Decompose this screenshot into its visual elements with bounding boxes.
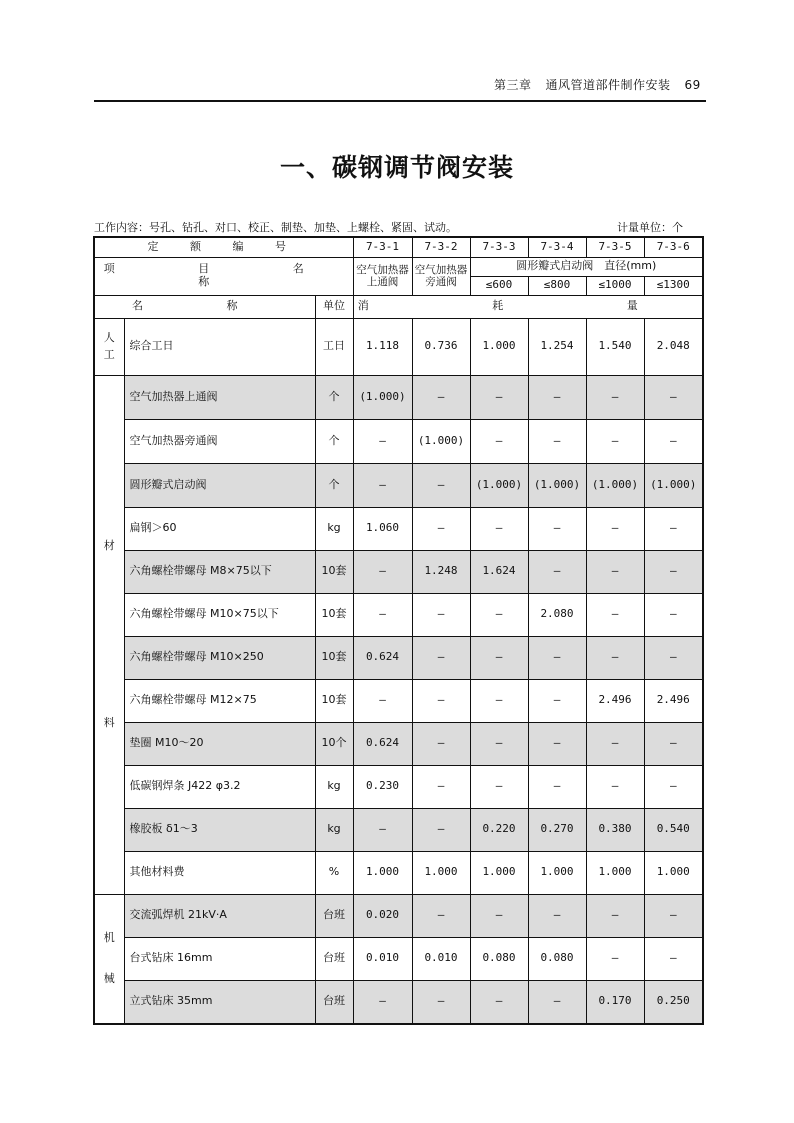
value-cell: —: [644, 636, 703, 679]
value-cell: 0.250: [644, 980, 703, 1024]
item-unit: 个: [315, 419, 353, 463]
item-name: 交流弧焊机 21kV·A: [124, 894, 315, 937]
item-name: 低碳钢焊条 J422 φ3.2: [124, 765, 315, 808]
value-cell: —: [586, 636, 644, 679]
work-content-note: 工作内容：号孔、钻孔、对口、校正、制垫、加垫、上螺栓、紧固、试动。: [94, 221, 457, 234]
table-row: [94, 419, 703, 463]
value-cell: —: [528, 679, 586, 722]
value-cell: 1.000: [528, 851, 586, 894]
value-cell: —: [412, 507, 470, 550]
value-cell: 2.048: [644, 318, 703, 375]
value-cell: (1.000): [644, 463, 703, 507]
table-row: [94, 851, 703, 894]
value-cell: —: [528, 550, 586, 593]
table-row: [94, 507, 703, 550]
category-char: 料: [103, 715, 115, 729]
value-cell: 1.000: [470, 318, 528, 375]
value-cell: (1.000): [470, 463, 528, 507]
code-cell: 7-3-5: [586, 237, 644, 257]
value-cell: 1.000: [586, 851, 644, 894]
section-label: 通风管道部件制作安装: [545, 78, 671, 92]
item-unit: 台班: [315, 937, 353, 980]
item-unit: 10个: [315, 722, 353, 765]
value-cell: —: [470, 636, 528, 679]
col2-name: 空气加热器旁通阀: [412, 257, 470, 295]
col1-name: 空气加热器上通阀: [353, 257, 412, 295]
item-unit: kg: [315, 808, 353, 851]
value-cell: 1.060: [353, 507, 412, 550]
running-header: [494, 76, 701, 93]
category-labor: [94, 318, 124, 375]
item-name: 综合工日: [124, 318, 315, 375]
code-cell: 7-3-1: [353, 237, 412, 257]
value-cell: 2.496: [586, 679, 644, 722]
consumption-label: 消 耗 量: [353, 295, 703, 318]
value-cell: —: [528, 507, 586, 550]
value-cell: 0.624: [353, 722, 412, 765]
value-cell: 1.000: [644, 851, 703, 894]
value-cell: 1.000: [353, 851, 412, 894]
value-cell: —: [353, 679, 412, 722]
unit-label: 单位: [315, 295, 353, 318]
value-cell: —: [644, 722, 703, 765]
value-cell: —: [470, 722, 528, 765]
category-char: 机: [103, 930, 115, 944]
value-cell: —: [412, 894, 470, 937]
value-cell: 0.080: [528, 937, 586, 980]
column-header-row: [94, 295, 703, 318]
table-row: [94, 980, 703, 1024]
name-label: 名 称: [94, 295, 315, 318]
value-cell: 0.170: [586, 980, 644, 1024]
code-cell: 7-3-4: [528, 237, 586, 257]
value-cell: 0.270: [528, 808, 586, 851]
value-cell: —: [644, 375, 703, 419]
value-cell: —: [470, 375, 528, 419]
value-cell: —: [586, 593, 644, 636]
item-unit: 10套: [315, 679, 353, 722]
item-name: 其他材料费: [124, 851, 315, 894]
value-cell: 0.736: [412, 318, 470, 375]
item-name: 立式钻床 35mm: [124, 980, 315, 1024]
item-unit: 台班: [315, 980, 353, 1024]
value-cell: —: [586, 722, 644, 765]
table-row: [94, 375, 703, 419]
item-unit: 10套: [315, 636, 353, 679]
value-cell: —: [353, 980, 412, 1024]
value-cell: 1.624: [470, 550, 528, 593]
value-cell: —: [528, 894, 586, 937]
value-cell: 1.000: [412, 851, 470, 894]
item-name: 六角螺栓带螺母 M10×75以下: [124, 593, 315, 636]
value-cell: 0.020: [353, 894, 412, 937]
item-unit: 个: [315, 463, 353, 507]
table-row: [94, 463, 703, 507]
value-cell: 0.624: [353, 636, 412, 679]
item-name-row: [94, 257, 703, 276]
value-cell: 2.080: [528, 593, 586, 636]
value-cell: 0.380: [586, 808, 644, 851]
item-unit: 10套: [315, 593, 353, 636]
value-cell: —: [412, 980, 470, 1024]
value-cell: —: [644, 550, 703, 593]
page-number: 69: [684, 78, 701, 92]
value-cell: —: [586, 937, 644, 980]
value-cell: 0.010: [353, 937, 412, 980]
table-row: [94, 679, 703, 722]
category-char: 人: [103, 330, 115, 344]
category-char: 工: [103, 347, 115, 361]
value-cell: —: [353, 419, 412, 463]
value-cell: —: [353, 808, 412, 851]
value-cell: —: [353, 463, 412, 507]
category-char: 材: [103, 538, 115, 552]
item-unit: 工日: [315, 318, 353, 375]
item-name-label: 项 目 名 称: [94, 257, 353, 295]
table-row: [94, 550, 703, 593]
item-unit: %: [315, 851, 353, 894]
value-cell: —: [470, 593, 528, 636]
quota-number-label: 定 额 编 号: [94, 237, 353, 257]
value-cell: (1.000): [412, 419, 470, 463]
item-unit: 台班: [315, 894, 353, 937]
item-unit: 个: [315, 375, 353, 419]
item-name: 空气加热器上通阀: [124, 375, 315, 419]
code-cell: 7-3-6: [644, 237, 703, 257]
unit-note: 计量单位：个: [617, 221, 683, 234]
value-cell: —: [470, 894, 528, 937]
item-name: 扁钢＞60: [124, 507, 315, 550]
value-cell: —: [470, 765, 528, 808]
table-row: [94, 808, 703, 851]
value-cell: —: [528, 722, 586, 765]
value-cell: —: [412, 765, 470, 808]
size-cell: ≤800: [528, 276, 586, 295]
value-cell: —: [644, 593, 703, 636]
codes-row: [94, 237, 703, 257]
item-unit: kg: [315, 507, 353, 550]
size-cell: ≤1300: [644, 276, 703, 295]
page-title: 一、碳钢调节阀安装: [279, 153, 514, 182]
value-cell: (1.000): [528, 463, 586, 507]
size-cell: ≤1000: [586, 276, 644, 295]
item-unit: 10套: [315, 550, 353, 593]
value-cell: —: [644, 507, 703, 550]
value-cell: 1.248: [412, 550, 470, 593]
table-row: [94, 318, 703, 375]
value-cell: —: [644, 765, 703, 808]
value-cell: 0.010: [412, 937, 470, 980]
value-cell: —: [644, 937, 703, 980]
value-cell: —: [586, 375, 644, 419]
value-cell: —: [412, 808, 470, 851]
value-cell: —: [586, 507, 644, 550]
value-cell: —: [470, 507, 528, 550]
value-cell: —: [412, 593, 470, 636]
value-cell: —: [412, 636, 470, 679]
table-row: [94, 937, 703, 980]
value-cell: —: [528, 636, 586, 679]
item-name: 空气加热器旁通阀: [124, 419, 315, 463]
value-cell: —: [586, 419, 644, 463]
item-name: 垫圈 M10～20: [124, 722, 315, 765]
category-char: 械: [103, 971, 115, 985]
value-cell: —: [470, 419, 528, 463]
header-rule: [94, 100, 706, 102]
value-cell: —: [644, 894, 703, 937]
value-cell: —: [470, 679, 528, 722]
item-name: 橡胶板 δ1～3: [124, 808, 315, 851]
value-cell: —: [412, 722, 470, 765]
table-row: [94, 722, 703, 765]
code-cell: 7-3-2: [412, 237, 470, 257]
value-cell: —: [586, 894, 644, 937]
table-row: [94, 765, 703, 808]
value-cell: —: [528, 765, 586, 808]
value-cell: —: [528, 375, 586, 419]
value-cell: —: [412, 375, 470, 419]
valve-group-name: 圆形瓣式启动阀 直径(mm): [470, 257, 703, 276]
value-cell: 1.540: [586, 318, 644, 375]
size-cell: ≤600: [470, 276, 528, 295]
value-cell: —: [353, 550, 412, 593]
value-cell: 0.540: [644, 808, 703, 851]
table-row: [94, 894, 703, 937]
value-cell: —: [528, 419, 586, 463]
value-cell: —: [412, 679, 470, 722]
value-cell: —: [586, 550, 644, 593]
value-cell: 0.230: [353, 765, 412, 808]
value-cell: —: [470, 980, 528, 1024]
value-cell: 1.000: [470, 851, 528, 894]
value-cell: 0.220: [470, 808, 528, 851]
item-unit: kg: [315, 765, 353, 808]
category-material: [94, 375, 124, 894]
code-cell: 7-3-3: [470, 237, 528, 257]
value-cell: 0.080: [470, 937, 528, 980]
value-cell: —: [644, 419, 703, 463]
chapter-label: 第三章: [494, 78, 532, 92]
value-cell: —: [528, 980, 586, 1024]
table-row: [94, 593, 703, 636]
item-name: 六角螺栓带螺母 M12×75: [124, 679, 315, 722]
quota-table: [93, 236, 704, 1025]
value-cell: (1.000): [586, 463, 644, 507]
item-name: 圆形瓣式启动阀: [124, 463, 315, 507]
value-cell: —: [412, 463, 470, 507]
value-cell: —: [586, 765, 644, 808]
value-cell: 1.254: [528, 318, 586, 375]
table-row: [94, 636, 703, 679]
value-cell: 1.118: [353, 318, 412, 375]
value-cell: —: [353, 593, 412, 636]
category-machine: [94, 894, 124, 1024]
item-name: 台式钻床 16mm: [124, 937, 315, 980]
item-name: 六角螺栓带螺母 M10×250: [124, 636, 315, 679]
value-cell: 2.496: [644, 679, 703, 722]
value-cell: (1.000): [353, 375, 412, 419]
item-name: 六角螺栓带螺母 M8×75以下: [124, 550, 315, 593]
